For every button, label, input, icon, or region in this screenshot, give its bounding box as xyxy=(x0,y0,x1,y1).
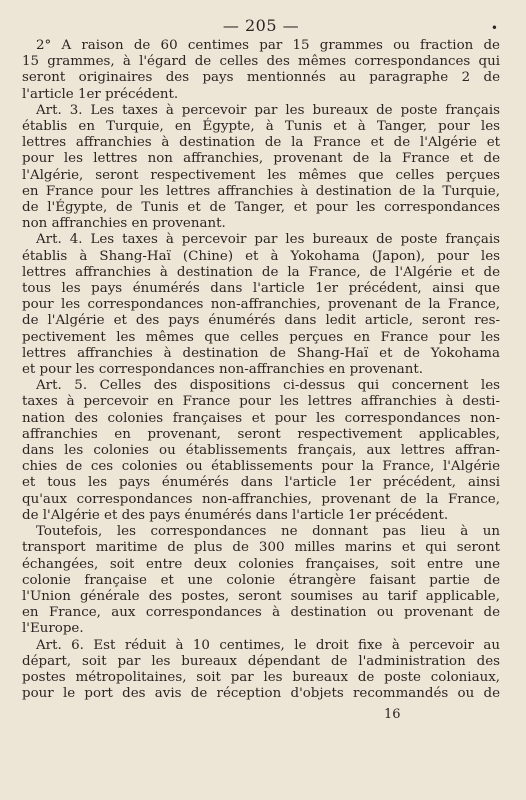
text-line: de l'Algérie et des pays énumérés dans l'article 1er précédent. xyxy=(22,507,449,523)
text-line: 2° A raison de 60 centimes par 15 grammes ou fraction de xyxy=(36,38,500,53)
signature-mark: 16 xyxy=(384,707,401,722)
page-header xyxy=(22,14,500,38)
text-line: pour les lettres non affranchies, provenant de la France et de xyxy=(22,151,500,167)
text-line: de l'Algérie et des pays énumérés dans ledit article, seront res- xyxy=(22,313,500,329)
text-line: lettres affranchies à destination de la France, de l'Algérie et de xyxy=(22,264,500,280)
text-line: postes métropolitaines, soit par les bureaux de poste coloniaux, xyxy=(22,669,500,685)
text-line: pour le port des avis de réception d'objets recommandés ou de xyxy=(22,686,500,702)
text-line: l'Algérie, seront respectivement les mêmes que celles perçues xyxy=(22,167,500,183)
text-line: départ, soit par les bureaux dépendant de l'administration des xyxy=(22,653,500,669)
text-line: l'Europe. xyxy=(22,621,84,637)
text-line: Art. 4. Les taxes à percevoir par les bureaux de poste français xyxy=(36,232,500,248)
text-line: dans les colonies ou établissements français, aux lettres affran- xyxy=(22,443,500,459)
text-line: échangées, soit entre deux colonies françaises, soit entre une xyxy=(22,556,500,572)
paragraph-toutefois xyxy=(22,524,500,637)
text-line: en France, aux correspondances à destination ou provenant de xyxy=(22,605,500,621)
paragraph-article-5 xyxy=(22,378,500,524)
text-line: l'Union générale des postes, seront soumises au tarif applicable, xyxy=(22,588,500,604)
page-mark: • xyxy=(490,21,498,35)
text-line: Art. 3. Les taxes à percevoir par les bureaux de poste français xyxy=(36,102,500,118)
text-line: lettres affranchies à destination de la France et de l'Algérie et xyxy=(22,135,500,151)
text-line: et pour les correspondances non-affranchies en provenant. xyxy=(22,362,423,378)
text-line: Art. 6. Est réduit à 10 centimes, le droit fixe à percevoir au xyxy=(36,637,500,653)
text-line: transport maritime de plus de 300 milles marins et qui seront xyxy=(22,540,500,556)
document-body xyxy=(22,38,500,702)
text-line: et tous les pays énumérés dans l'article 1er précédent, ainsi xyxy=(22,475,500,491)
text-line: tous les pays énumérés dans l'article 1er précédent, ainsi que xyxy=(22,281,500,297)
text-line: taxes à percevoir en France pour les lettres affranchies à desti- xyxy=(22,394,500,410)
text-line: nation des colonies françaises et pour les correspondances non- xyxy=(22,410,500,426)
text-line: 15 grammes, à l'égard de celles des mêmes correspondances qui xyxy=(22,54,500,70)
text-line: non affranchies en provenant. xyxy=(22,216,226,232)
text-line: colonie française et une colonie étrangère faisant partie de xyxy=(22,572,500,588)
paragraph-article-6 xyxy=(22,638,500,703)
text-line: lettres affranchies à destination de Shang-Haï et de Yokohama xyxy=(22,345,500,361)
text-line: pour les correspondances non-affranchies, provenant de la France, xyxy=(22,297,500,313)
text-line: établis à Shang-Haï (Chine) et à Yokohama (Japon), pour les xyxy=(22,248,500,264)
text-line: de l'Égypte, de Tunis et de Tanger, et pour les correspondances xyxy=(22,200,500,216)
text-line: seront originaires des pays mentionnés au paragraphe 2 de xyxy=(22,70,500,86)
text-line: chies de ces colonies ou établissements pour la France, l'Algérie xyxy=(22,459,500,475)
text-line: établis en Turquie, en Égypte, à Tunis et à Tanger, pour les xyxy=(22,119,500,135)
text-line: affranchies en provenant, seront respectivement applicables, xyxy=(22,426,500,442)
text-line: l'article 1er précédent. xyxy=(22,86,179,102)
text-line: en France pour les lettres affranchies à destination de la Turquie, xyxy=(22,183,500,199)
text-line: Art. 5. Celles des dispositions ci-dessus qui concernent les xyxy=(36,378,500,394)
text-line: pectivement les mêmes que celles perçues en France pour les xyxy=(22,329,500,345)
paragraph-article-4 xyxy=(22,232,500,378)
text-line: Toutefois, les correspondances ne donnant pas lieu à un xyxy=(36,524,500,540)
paragraph-article-3 xyxy=(22,103,500,233)
paragraph-1 xyxy=(22,38,500,103)
text-line: qu'aux correspondances non-affranchies, provenant de la France, xyxy=(22,491,500,507)
page-number: — 205 — xyxy=(222,16,300,35)
